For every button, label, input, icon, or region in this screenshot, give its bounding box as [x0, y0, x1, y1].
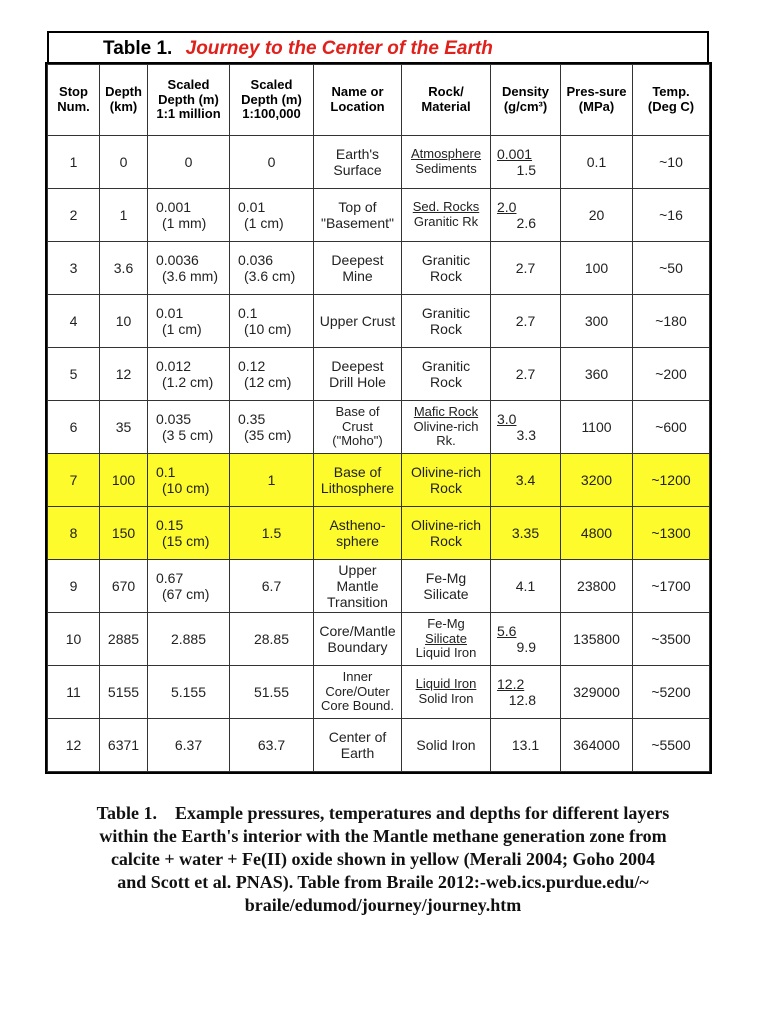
table-row [48, 242, 710, 295]
scaled-depth-100k-cell: 0 [230, 136, 314, 189]
scaled-depth-million-cell [148, 401, 230, 454]
scaled-depth-100k-cell [230, 242, 314, 295]
location-line: ("Moho") [332, 433, 383, 449]
scaled-depth-100k-cell [230, 189, 314, 242]
rock-line: Rock [430, 374, 462, 390]
scaled-depth-100k-cell: 63.7 [230, 719, 314, 772]
scaled-depth-100k-cell [230, 348, 314, 401]
column-header-line: (g/cm³) [503, 99, 548, 114]
rock-line: Rock [430, 268, 462, 284]
location-line: Core/Mantle [319, 622, 396, 639]
temperature-cell: ~16 [633, 189, 710, 242]
stop-number-cell: 4 [48, 295, 100, 348]
rock-line: Rock [430, 480, 462, 496]
temperature-cell: ~1200 [633, 454, 710, 507]
rock-line: Rock [430, 533, 462, 549]
column-header-line: Scaled [250, 76, 293, 92]
column-header [561, 65, 633, 136]
table-row [48, 189, 710, 242]
scaled-depth-million-cell: 2.885 [148, 613, 230, 666]
column-header [230, 65, 314, 136]
column-header-line: Num. [57, 99, 90, 114]
depth-cell: 35 [100, 401, 148, 454]
pressure-cell: 135800 [561, 613, 633, 666]
density-lower: 2.6 [516, 215, 536, 231]
density-lower: 1.5 [516, 162, 536, 178]
column-header-line: Scaled [167, 76, 210, 92]
column-header-line: Density [502, 84, 549, 100]
location-line: Center of [328, 728, 387, 745]
scaled-unit: (3.6 cm) [244, 268, 296, 284]
scaled-depth-million-cell [148, 454, 230, 507]
rock-material-cell [402, 348, 491, 401]
scaled-unit: (1 cm) [244, 215, 284, 231]
depth-cell: 0 [100, 136, 148, 189]
location-line: sphere [336, 533, 379, 549]
scaled-unit: (10 cm) [244, 321, 292, 337]
column-header [402, 65, 491, 136]
location-line: Surface [333, 162, 382, 178]
location-cell [314, 189, 402, 242]
column-header-line: Temp. [652, 84, 690, 100]
stop-number-cell: 2 [48, 189, 100, 242]
scaled-value: 0.0036 [156, 251, 199, 268]
temperature-cell: ~1700 [633, 560, 710, 613]
depth-cell: 5155 [100, 666, 148, 719]
rock-line: Granitic [421, 251, 471, 268]
column-header [48, 65, 100, 136]
stop-number-cell: 10 [48, 613, 100, 666]
rock-material-cell [402, 560, 491, 613]
rock-upper: Silicate [425, 630, 467, 646]
temperature-cell: ~180 [633, 295, 710, 348]
depth-cell: 3.6 [100, 242, 148, 295]
location-line: Top of [338, 198, 377, 215]
density-cell [491, 189, 561, 242]
column-header-line: Pres-sure [566, 84, 627, 100]
scaled-unit: (67 cm) [162, 586, 210, 602]
density-cell: 13.1 [491, 719, 561, 772]
density-upper: 3.0 [497, 410, 517, 427]
scaled-value: 0.036 [238, 251, 274, 268]
column-header-line: Rock/ [428, 84, 464, 100]
scaled-unit: (15 cm) [162, 533, 210, 549]
scaled-value: 0.012 [156, 357, 192, 374]
column-header-line: (km) [109, 99, 138, 114]
scaled-depth-million-cell: 5.155 [148, 666, 230, 719]
depth-cell: 1 [100, 189, 148, 242]
rock-material-cell [402, 242, 491, 295]
pressure-cell: 4800 [561, 507, 633, 560]
scaled-depth-100k-cell [230, 401, 314, 454]
table-row [48, 613, 710, 666]
table-row [48, 136, 710, 189]
stop-number-cell: 11 [48, 666, 100, 719]
scaled-depth-million-cell: 6.37 [148, 719, 230, 772]
rock-material-cell [402, 454, 491, 507]
location-cell [314, 666, 402, 719]
scaled-depth-100k-cell: 51.55 [230, 666, 314, 719]
scaled-value: 0.35 [238, 410, 266, 427]
depth-cell: 2885 [100, 613, 148, 666]
pressure-cell: 364000 [561, 719, 633, 772]
scaled-depth-million-cell [148, 242, 230, 295]
rock-lower: Olivine-rich Rk. [413, 418, 479, 449]
column-header-line: Depth (m) [241, 91, 302, 107]
location-line: Lithosphere [320, 480, 395, 496]
stop-number-cell: 1 [48, 136, 100, 189]
rock-upper: Atmosphere [410, 146, 482, 162]
column-header [314, 65, 402, 136]
pressure-cell: 1100 [561, 401, 633, 454]
pressure-cell: 100 [561, 242, 633, 295]
location-cell [314, 136, 402, 189]
scaled-value: 0.1 [156, 463, 176, 480]
scaled-depth-100k-cell: 1 [230, 454, 314, 507]
rock-material-cell [402, 295, 491, 348]
density-lower: 9.9 [516, 639, 536, 655]
column-header-line: 1:100,000 [242, 106, 301, 122]
location-line: Core Bound. [321, 698, 394, 714]
caption-line: and Scott et al. PNAS). Table from Braile 2012:-web.ics.purdue.edu/~ [117, 872, 649, 892]
table-row [48, 401, 710, 454]
column-header-line: 1:1 million [156, 106, 221, 122]
temperature-cell: ~5200 [633, 666, 710, 719]
table-title-bar [47, 31, 709, 64]
density-cell [491, 613, 561, 666]
location-cell [314, 348, 402, 401]
scaled-unit: (10 cm) [162, 480, 210, 496]
scaled-depth-million-cell [148, 295, 230, 348]
location-line: Inner [342, 668, 373, 684]
temperature-cell: ~10 [633, 136, 710, 189]
caption-line: braile/edumod/journey/journey.htm [244, 895, 522, 915]
scaled-depth-million-cell [148, 560, 230, 613]
density-cell: 2.7 [491, 348, 561, 401]
location-line: Earth's [335, 145, 380, 162]
scaled-depth-100k-cell: 1.5 [230, 507, 314, 560]
location-line: Base of [333, 463, 382, 480]
column-header-line: (Deg C) [647, 99, 695, 114]
location-cell [314, 719, 402, 772]
location-line: Boundary [327, 639, 388, 655]
stop-number-cell: 7 [48, 454, 100, 507]
density-cell [491, 136, 561, 189]
density-cell [491, 666, 561, 719]
rock-material-cell [402, 401, 491, 454]
pressure-cell: 20 [561, 189, 633, 242]
scaled-depth-million-cell [148, 189, 230, 242]
location-line: Mine [342, 268, 373, 284]
caption-line: within the Earth's interior with the Mantle methane generation zone from [99, 826, 667, 846]
rock-line: Fe-Mg [425, 569, 467, 586]
scaled-depth-million-cell [148, 507, 230, 560]
table-label: Table 1. [103, 38, 173, 59]
column-header-line: Depth (m) [158, 91, 219, 107]
scaled-unit: (1 mm) [162, 215, 207, 231]
table-row [48, 348, 710, 401]
temperature-cell: ~600 [633, 401, 710, 454]
table-row [48, 719, 710, 772]
rock-line: Fe-Mg [427, 615, 465, 631]
stop-number-cell: 6 [48, 401, 100, 454]
rock-material-cell [402, 189, 491, 242]
location-cell [314, 401, 402, 454]
depth-cell: 670 [100, 560, 148, 613]
location-line: Upper Crust [319, 312, 396, 329]
table-row [48, 507, 710, 560]
rock-line: Granitic [421, 357, 471, 374]
table-row [48, 295, 710, 348]
density-cell: 4.1 [491, 560, 561, 613]
location-line: "Basement" [321, 215, 394, 231]
scaled-unit: (1.2 cm) [162, 374, 214, 390]
location-line: Upper Mantle [336, 561, 379, 594]
stop-number-cell: 3 [48, 242, 100, 295]
column-header [491, 65, 561, 136]
pressure-cell: 329000 [561, 666, 633, 719]
location-cell [314, 613, 402, 666]
depth-cell: 150 [100, 507, 148, 560]
rock-line: Rock [430, 321, 462, 337]
rock-lower: Liquid Iron [415, 645, 477, 661]
table-row [48, 560, 710, 613]
scaled-value: 0.001 [156, 198, 192, 215]
caption-line: Table 1. Example pressures, temperatures and depths for different layers [96, 803, 670, 823]
rock-material-cell [402, 666, 491, 719]
rock-line: Olivine-rich [410, 463, 481, 480]
density-upper: 12.2 [497, 675, 525, 692]
rock-lower: Sediments [415, 161, 477, 176]
scaled-depth-million-cell: 0 [148, 136, 230, 189]
scaled-value: 0.15 [156, 516, 184, 533]
pressure-cell: 300 [561, 295, 633, 348]
location-line: Drill Hole [329, 374, 386, 390]
pressure-cell: 3200 [561, 454, 633, 507]
rock-line: Silicate [423, 586, 469, 602]
density-upper: 2.0 [497, 198, 517, 215]
density-cell: 2.7 [491, 295, 561, 348]
scaled-unit: (12 cm) [244, 374, 292, 390]
scaled-unit: (1 cm) [162, 321, 202, 337]
earth-layers-table [47, 64, 710, 772]
scaled-value: 0.035 [156, 410, 192, 427]
density-cell [491, 401, 561, 454]
temperature-cell: ~5500 [633, 719, 710, 772]
column-header-line: Material [421, 99, 471, 114]
rock-lower: Solid Iron [418, 691, 474, 706]
rock-material-cell [402, 613, 491, 666]
density-upper: 0.001 [497, 145, 533, 162]
scaled-value: 0.01 [238, 198, 266, 215]
location-cell [314, 242, 402, 295]
pressure-cell: 23800 [561, 560, 633, 613]
column-header [100, 65, 148, 136]
location-line: Crust [341, 418, 374, 434]
table-row [48, 666, 710, 719]
scaled-unit: (35 cm) [244, 427, 292, 443]
rock-material-cell [402, 507, 491, 560]
column-header-line: Name or [331, 84, 384, 100]
stop-number-cell: 5 [48, 348, 100, 401]
stop-number-cell: 8 [48, 507, 100, 560]
rock-lower: Granitic Rk [413, 214, 479, 229]
location-cell [314, 454, 402, 507]
scaled-value: 0.12 [238, 357, 266, 374]
density-cell: 2.7 [491, 242, 561, 295]
column-header [633, 65, 710, 136]
density-lower: 12.8 [508, 692, 536, 708]
scaled-value: 0.67 [156, 569, 184, 586]
pressure-cell: 360 [561, 348, 633, 401]
column-header-line: (MPa) [578, 99, 615, 114]
rock-line: Solid Iron [416, 736, 476, 753]
scaled-value: 0.01 [156, 304, 184, 321]
depth-cell: 6371 [100, 719, 148, 772]
column-header-line: Depth [105, 84, 142, 100]
location-cell [314, 507, 402, 560]
rock-material-cell [402, 719, 491, 772]
rock-upper: Sed. Rocks [412, 199, 480, 215]
temperature-cell: ~200 [633, 348, 710, 401]
caption-line: calcite + water + Fe(II) oxide shown in yellow (Merali 2004; Goho 2004 [110, 849, 656, 869]
location-line: Deepest [331, 251, 384, 268]
scaled-unit: (3 5 cm) [162, 427, 214, 443]
rock-material-cell [402, 136, 491, 189]
table-row [48, 454, 710, 507]
depth-cell: 10 [100, 295, 148, 348]
location-line: Transition [327, 594, 388, 611]
pressure-cell: 0.1 [561, 136, 633, 189]
depth-cell: 12 [100, 348, 148, 401]
stop-number-cell: 12 [48, 719, 100, 772]
stop-number-cell: 9 [48, 560, 100, 613]
column-header [148, 65, 230, 136]
location-line: Earth [340, 745, 375, 761]
table-body [48, 136, 710, 772]
density-cell: 3.4 [491, 454, 561, 507]
rock-upper: Liquid Iron [415, 676, 477, 692]
scaled-depth-100k-cell: 6.7 [230, 560, 314, 613]
temperature-cell: ~50 [633, 242, 710, 295]
location-line: Core/Outer [325, 683, 390, 699]
column-header-line: Location [330, 99, 385, 114]
rock-line: Olivine-rich [410, 516, 481, 533]
rock-upper: Mafic Rock [413, 403, 479, 419]
density-cell: 3.35 [491, 507, 561, 560]
column-header-line: Stop [59, 84, 88, 100]
scaled-depth-million-cell [148, 348, 230, 401]
location-line: Base of [335, 403, 380, 419]
location-line: Astheno- [329, 516, 386, 533]
scaled-depth-100k-cell: 28.85 [230, 613, 314, 666]
table-title: Journey to the Center of the Earth [185, 38, 493, 59]
depth-cell: 100 [100, 454, 148, 507]
scaled-depth-100k-cell [230, 295, 314, 348]
location-cell [314, 295, 402, 348]
rock-line: Granitic [421, 304, 471, 321]
scaled-unit: (3.6 mm) [162, 268, 218, 284]
location-cell [314, 560, 402, 613]
temperature-cell: ~3500 [633, 613, 710, 666]
density-lower: 3.3 [516, 427, 536, 443]
figure-caption [40, 802, 726, 917]
scaled-value: 0.1 [238, 304, 258, 321]
location-line: Deepest [331, 357, 384, 374]
header-row [48, 65, 710, 136]
temperature-cell: ~1300 [633, 507, 710, 560]
density-upper: 5.6 [497, 622, 517, 639]
